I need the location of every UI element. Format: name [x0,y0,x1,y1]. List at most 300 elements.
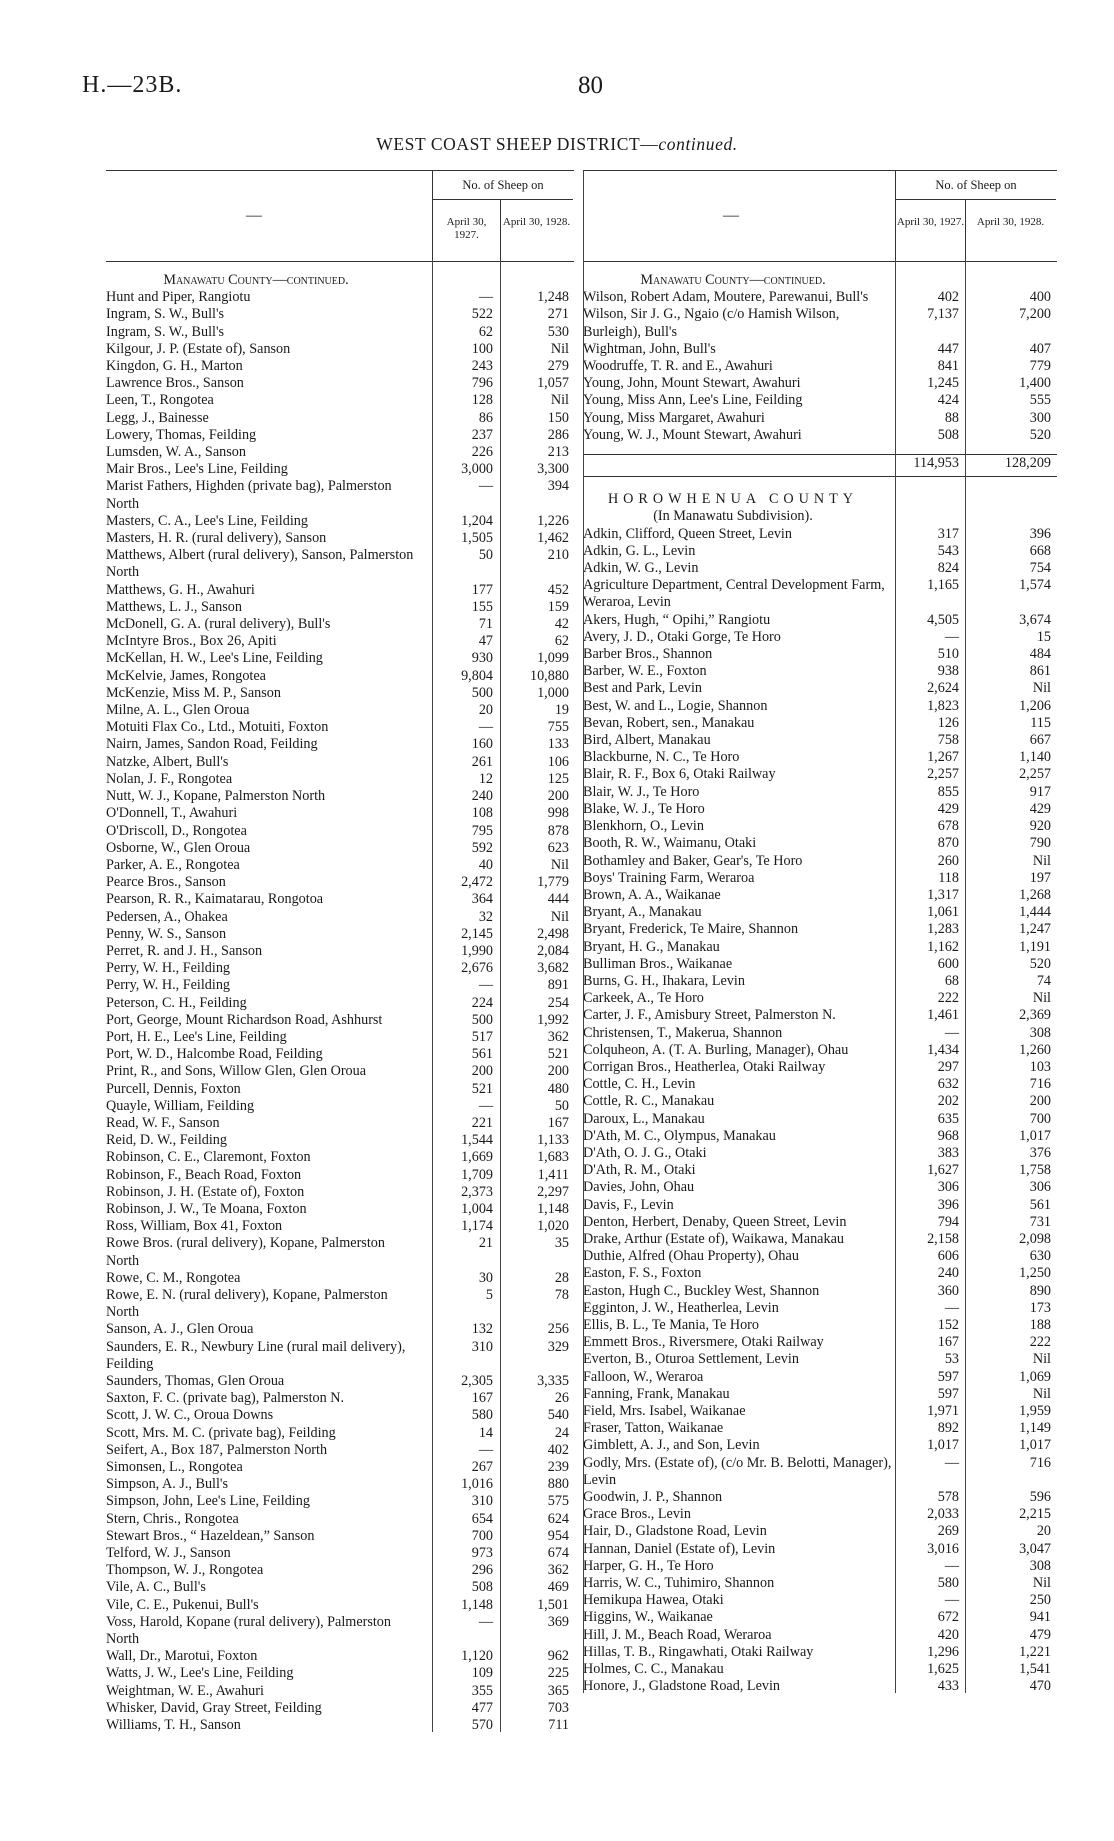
column-rule [583,170,584,1693]
owner-name: Pearce Bros., Sanson [106,874,226,891]
sheep-count-1928: 1,140 [1019,749,1051,766]
sheep-count-1928: 1,541 [1019,1661,1051,1678]
sheep-count-1927: 794 [937,1213,959,1230]
table-row [583,870,1057,887]
sheep-count-1928: 362 [547,1028,569,1045]
owner-name: Holmes, C. C., Manakau [583,1661,724,1678]
owner-name: Boys' Training Farm, Weraroa [583,869,755,886]
owner-name: Adkin, G. L., Levin [583,542,696,559]
page-title-continued: continued. [658,134,738,154]
table-row [106,1442,574,1459]
sheep-count-1928: 1,248 [537,289,569,306]
sheep-count-1927: 155 [471,598,493,615]
table-row [106,306,574,323]
sheep-count-1927: 364 [471,891,493,908]
table-row [583,1437,1057,1454]
sheep-count-1928: 308 [1029,1557,1051,1574]
sheep-count-1928: 300 [1029,409,1051,426]
sheep-count-1927: 1,204 [461,512,493,529]
owner-name: Perry, W. H., Feilding [106,977,231,994]
owner-name: Voss, Harold, Kopane (rural delivery), Palmerston North [106,1613,391,1648]
sheep-count-1927: 508 [937,426,959,443]
sheep-count-1928: 239 [547,1459,569,1476]
col-header-1927: April 30, 1927. [895,200,965,260]
sheep-count-1927: 2,305 [461,1373,493,1389]
sheep-count-1928: 703 [547,1699,569,1716]
owner-name: McIntyre Bros., Box 26, Apiti [106,633,277,650]
table-row [106,685,574,702]
owner-name: McKellan, H. W., Lee's Line, Feilding [106,650,323,667]
sheep-count-1927: 243 [471,358,493,375]
owner-name: Nairn, James, Sandon Road, Feilding [106,736,318,753]
owner-name: Perry, W. H., Feilding [106,960,231,977]
sheep-count-1928: 2,257 [1019,766,1051,783]
sheep-count-1928: 962 [547,1648,569,1665]
sheep-count-1928: 1,758 [1019,1162,1051,1179]
sheep-count-1928: Nil [550,392,569,409]
table-row [583,1575,1057,1592]
sheep-count-1927: 1,245 [927,375,959,392]
table-row [106,823,574,840]
sheep-count-1928: 1,574 [1019,577,1051,594]
table-row [583,835,1057,852]
table-row [106,513,574,530]
owner-name: Burns, G. H., Ihakara, Levin [583,972,745,989]
sheep-count-1928: 150 [547,409,569,426]
page-title-main: WEST COAST SHEEP DISTRICT— [376,134,659,154]
table-row [106,1717,574,1734]
table-row [583,715,1057,732]
table-row [106,805,574,822]
sheep-count-1928: 711 [548,1717,569,1734]
owner-name: Telford, W. J., Sanson [106,1545,231,1562]
owner-name: Hannan, Daniel (Estate of), Levin [583,1540,776,1557]
sheep-count-1927: 500 [471,684,493,701]
sheep-count-1927: 1,174 [461,1218,493,1235]
sheep-count-1927: 240 [937,1265,959,1282]
sheep-count-1928: 484 [1029,646,1051,663]
sheep-count-1927: 597 [937,1385,959,1402]
sheep-count-1927: 200 [471,1063,493,1080]
sheep-count-1927: 128 [471,392,493,409]
sheep-count-1927: 2,676 [461,960,493,977]
owner-name: Egginton, J. W., Heatherlea, Levin [583,1299,779,1316]
owner-name: Vile, C. E., Pukenui, Bull's [106,1596,259,1613]
sheep-count-1928: 716 [1029,1076,1051,1093]
sheep-count-1928: 716 [1029,1454,1051,1471]
sheep-count-1927: 855 [937,783,959,800]
table-row [583,939,1057,956]
sheep-count-1927: 1,990 [461,942,493,959]
name-column-dash: — [723,207,739,224]
sheep-count-1928: 861 [1029,663,1051,680]
sheep-count-1927: 2,257 [927,766,959,783]
left-table-header [106,170,574,262]
table-row [583,1627,1057,1644]
sheep-count-1928: 210 [547,547,569,564]
table-row [106,840,574,857]
table-row [106,1373,574,1390]
sheep-count-1928: 173 [1029,1299,1051,1316]
sheep-count-1928: 3,335 [537,1373,569,1389]
table-row [583,1678,1057,1695]
table-row [106,1081,574,1098]
sheep-count-1927: 355 [471,1682,493,1699]
owner-name: Corrigan Bros., Heatherlea, Otaki Railway [583,1058,826,1075]
sheep-count-1927: 580 [471,1407,493,1424]
sheep-count-1928: Nil [1032,852,1051,869]
sheep-count-1927: 5 [485,1286,493,1303]
table-row [583,973,1057,990]
sheep-count-1927: 167 [471,1390,493,1407]
sheep-count-1927: 1,625 [927,1661,959,1678]
table-row [106,427,574,444]
owner-name: Young, Miss Ann, Lee's Line, Feilding [583,392,803,409]
sheep-count-1927: 500 [471,1011,493,1028]
right-row-list [583,526,1057,1696]
total-1928: 128,209 [1004,455,1051,472]
table-row [583,410,1057,427]
table-row [106,1545,574,1562]
sheep-count-1927: 224 [471,994,493,1011]
owner-name: Young, W. J., Mount Stewart, Awahuri [583,426,802,443]
sheep-count-1927: 88 [944,409,959,426]
sheep-count-1928: 1,017 [1019,1437,1051,1454]
owner-name: Davies, John, Ohau [583,1179,695,1196]
table-row [106,358,574,375]
table-row [583,680,1057,697]
sheep-count-1928: 1,260 [1019,1041,1051,1058]
table-row [106,1511,574,1528]
owner-name: Easton, F. S., Foxton [583,1265,702,1282]
sheep-count-1928: 880 [547,1476,569,1493]
owner-name: Ingram, S. W., Bull's [106,323,225,340]
table-row [106,616,574,633]
table-row [583,956,1057,973]
owner-name: Osborne, W., Glen Oroua [106,839,251,856]
sheep-count-1928: 596 [1029,1489,1051,1506]
sheep-count-1928: 308 [1029,1024,1051,1041]
sheep-count-1928: 1,133 [537,1132,569,1149]
sheep-count-1927: 317 [937,525,959,542]
table-row [583,358,1057,375]
table-row [106,341,574,358]
owner-name: Everton, B., Oturoa Settlement, Levin [583,1351,799,1368]
owner-name: Masters, H. R. (rural delivery), Sanson [106,530,327,547]
owner-name: Stern, Chris., Rongotea [106,1510,239,1527]
sheep-count-1928: 407 [1029,340,1051,357]
sheep-count-1928: Nil [1032,990,1051,1007]
owner-name: Hillas, T. B., Ringawhati, Otaki Railway [583,1643,814,1660]
sheep-count-1927: 606 [937,1248,959,1265]
owner-name: Robinson, F., Beach Road, Foxton [106,1166,302,1183]
table-row [583,1128,1057,1145]
sheep-count-1927: 841 [937,358,959,375]
owner-name: Sanson, A. J., Glen Oroua [106,1321,254,1338]
owner-name: Stewart Bros., “ Hazeldean,” Sanson [106,1527,315,1544]
table-row [583,543,1057,560]
sheep-count-1927: 429 [937,800,959,817]
owner-name: Simonsen, L., Rongotea [106,1459,243,1476]
sheep-count-1928: 731 [1029,1213,1051,1230]
sheep-count-1927: 1,461 [927,1007,959,1024]
table-row [106,891,574,908]
owner-name: Grace Bros., Levin [583,1506,691,1523]
sheep-count-1928: 222 [1029,1334,1051,1351]
owner-name: Avery, J. D., Otaki Gorge, Te Horo [583,628,781,645]
sheep-count-1927: — [944,628,959,645]
owner-name: Port, H. E., Lee's Line, Feilding [106,1028,287,1045]
table-row [583,1179,1057,1196]
table-row [106,1132,574,1149]
sheep-count-1927: 870 [937,835,959,852]
table-row [106,1012,574,1029]
sheep-count-1927: 1,544 [461,1132,493,1149]
table-row [583,1007,1057,1024]
sheep-count-1928: 1,683 [537,1149,569,1166]
sheep-count-1927: 71 [478,616,493,633]
owner-name: Carter, J. F., Amisbury Street, Palmerston N. [583,1007,836,1024]
owner-name: Blake, W. J., Te Horo [583,800,705,817]
sheep-count-1927: 1,971 [927,1403,959,1419]
sheep-count-1928: 400 [1029,289,1051,306]
table-row [583,801,1057,818]
sheep-count-1928: 376 [1029,1144,1051,1161]
table-row [106,1115,574,1132]
sheep-count-1927: 654 [471,1510,493,1527]
sheep-count-1927: 1,283 [927,921,959,938]
table-row [583,612,1057,629]
owner-name: Pearson, R. R., Kaimatarau, Rongotoa [106,891,324,908]
sheep-count-1928: 1,148 [537,1200,569,1217]
name-column-dash: — [246,207,262,224]
owner-name: Read, W. F., Sanson [106,1114,220,1131]
sheep-count-1927: 424 [937,392,959,409]
sheep-count-1927: 100 [471,340,493,357]
owner-name: Robinson, J. W., Te Moana, Foxton [106,1200,307,1217]
table-row [583,887,1057,904]
table-row [106,1167,574,1184]
owner-name: Saunders, E. R., Newbury Line (rural mail delivery), Feilding [106,1338,406,1372]
sheep-count-1927: 795 [471,822,493,839]
table-row [106,633,574,650]
table-row [583,1025,1057,1042]
sheep-count-1927: 1,709 [461,1166,493,1183]
owner-name: Legg, J., Bainesse [106,409,209,426]
sheep-count-1927: — [478,478,493,495]
owner-name: Easton, Hugh C., Buckley West, Shannon [583,1282,820,1299]
owner-name: Simpson, John, Lee's Line, Feilding [106,1493,310,1510]
table-row [583,1214,1057,1231]
sheep-count-1927: 260 [937,852,959,869]
table-row [106,1270,574,1287]
sheep-count-1928: 1,221 [1019,1643,1051,1660]
sheep-count-1927: 433 [937,1678,959,1695]
owner-name: Saunders, Thomas, Glen Oroua [106,1373,285,1389]
owner-name: Goodwin, J. P., Shannon [583,1489,723,1506]
table-row [106,530,574,547]
table-row [583,1369,1057,1386]
table-row [106,1648,574,1665]
table-row [106,392,574,409]
owner-name: Lowery, Thomas, Feilding [106,426,257,443]
right-table [583,170,1057,1695]
table-row [106,1407,574,1424]
section-heading-horowhenua: HOROWHENUA COUNTY [607,491,859,508]
table-row [583,526,1057,543]
owner-name: Nolan, J. F., Rongotea [106,770,233,787]
table-row [583,1334,1057,1351]
sheep-count-1927: — [478,289,493,306]
owner-name: Wilson, Sir J. G., Ngaio (c/o Hamish Wilson, Burleigh), Bull's [583,306,840,340]
owner-name: Rowe, C. M., Rongotea [106,1269,241,1286]
sheep-count-1928: 941 [1029,1609,1051,1626]
page-title [0,134,1114,155]
owner-name: Lumsden, W. A., Sanson [106,444,246,461]
sheep-count-1928: 1,000 [537,684,569,701]
right-row-list-top [583,289,1057,444]
sheep-count-1928: 1,226 [537,512,569,529]
sheep-count-1928: 115 [1030,714,1051,731]
sheep-count-1928: 62 [554,633,569,650]
sheep-count-1928: 188 [1029,1316,1051,1333]
sheep-count-1927: 1,505 [461,530,493,547]
owner-name: Print, R., and Sons, Willow Glen, Glen Oroua [106,1063,367,1080]
owner-name: Harris, W. C., Tuhimiro, Shannon [583,1575,775,1592]
sheep-count-1927: 132 [471,1321,493,1338]
sheep-count-1928: 878 [547,822,569,839]
owner-name: Carkeek, A., Te Horo [583,990,704,1007]
table-row [106,1493,574,1510]
sheep-count-1927: 306 [937,1179,959,1196]
table-row [583,560,1057,577]
table-row [106,1683,574,1700]
owner-name: Port, W. D., Halcombe Road, Feilding [106,1046,323,1063]
sheep-count-1928: 2,297 [537,1183,569,1200]
owner-name: Brown, A. A., Waikanae [583,886,721,903]
table-row [106,1321,574,1338]
owner-name: Fanning, Frank, Manakau [583,1385,730,1402]
sheep-count-1927: 152 [937,1316,959,1333]
sheep-count-1928: 630 [1029,1248,1051,1265]
table-row [583,921,1057,938]
sheep-count-1927: — [944,1557,959,1574]
sheep-count-1928: 444 [547,891,569,908]
owner-name: Simpson, A. J., Bull's [106,1476,228,1493]
table-row [583,1403,1057,1420]
owner-name: Masters, C. A., Lee's Line, Feilding [106,512,308,529]
owner-name: McKenzie, Miss M. P., Sanson [106,684,281,701]
table-row [583,1420,1057,1437]
sheep-count-1928: 256 [547,1321,569,1338]
sheep-count-1927: 700 [471,1527,493,1544]
sheep-count-1928: 26 [554,1390,569,1407]
owner-name: McKelvie, James, Rongotea [106,667,266,684]
owner-name: Scott, J. W. C., Oroua Downs [106,1407,274,1424]
sheep-count-1927: 570 [471,1717,493,1734]
owner-name: Akers, Hugh, “ Opihi,” Rangiotu [583,611,771,628]
owner-name: Barber Bros., Shannon [583,646,713,663]
sheep-count-1928: 954 [547,1527,569,1544]
left-table [106,170,574,1734]
sheep-count-1928: Nil [550,340,569,357]
sheep-count-1928: 2,498 [537,925,569,942]
owner-name: Duthie, Alfred (Ohau Property), Ohau [583,1248,799,1265]
table-row [106,719,574,736]
table-row [583,1248,1057,1265]
owner-name: Bryant, H. G., Manakau [583,938,720,955]
sheep-count-1928: 279 [547,358,569,375]
owner-name: Fraser, Tatton, Waikanae [583,1420,724,1437]
sheep-count-1927: — [944,1454,959,1471]
table-row [106,977,574,994]
sheep-count-1928: 103 [1029,1058,1051,1075]
table-row [583,990,1057,1007]
table-row [106,1597,574,1614]
owner-name: Penny, W. S., Sanson [106,925,227,942]
table-row [583,818,1057,835]
owner-name: Quayle, William, Feilding [106,1097,255,1114]
owner-name: Bryant, A., Manakau [583,904,702,921]
owner-name: Bevan, Robert, sen., Manakau [583,714,755,731]
sheep-count-1928: 200 [547,788,569,805]
table-row [106,1184,574,1201]
sheep-count-1928: 19 [554,702,569,719]
sheep-count-1928: 167 [547,1114,569,1131]
table-row [583,1265,1057,1282]
owner-name: Best, W. and L., Logie, Shannon [583,697,768,714]
sheep-count-1928: 1,268 [1019,886,1051,903]
sheep-count-1928: 920 [1029,818,1051,835]
owner-name: Perret, R. and J. H., Sanson [106,942,263,959]
owner-name: Adkin, W. G., Levin [583,560,699,577]
owner-name: Milne, A. L., Glen Oroua [106,702,250,719]
sheep-count-1927: 86 [478,409,493,426]
owner-name: Ross, William, Box 41, Foxton [106,1218,283,1235]
table-row [583,289,1057,306]
sheep-count-1928: 540 [547,1407,569,1424]
sheep-count-1928: 624 [547,1510,569,1527]
table-row [583,904,1057,921]
owner-name: Hill, J. M., Beach Road, Weraroa [583,1626,772,1643]
owner-name: Bulliman Bros., Waikanae [583,955,733,972]
sheep-count-1928: Nil [550,856,569,873]
owner-name: Parker, A. E., Rongotea [106,856,240,873]
sheep-count-1928: 213 [547,444,569,461]
sheep-count-1927: 12 [478,770,493,787]
owner-name: Hunt and Piper, Rangiotu [106,289,251,306]
owner-name: O'Driscoll, D., Rongotea [106,822,247,839]
sheep-count-1928: 7,200 [1019,306,1051,323]
table-row [106,1046,574,1063]
owner-name: Best and Park, Levin [583,680,702,697]
owner-name: D'Ath, O. J. G., Otaki [583,1144,707,1161]
table-row [106,650,574,667]
sheep-count-1927: 1,061 [927,904,959,921]
owner-name: O'Donnell, T., Awahuri [106,805,238,822]
owner-name: Gimblett, A. J., and Son, Levin [583,1437,760,1454]
owner-name: Matthews, L. J., Sanson [106,598,242,615]
owner-name: Woodruffe, T. R. and E., Awahuri [583,358,773,375]
sheep-count-1927: 578 [937,1489,959,1506]
table-row [583,1317,1057,1334]
table-row [106,1390,574,1407]
owner-name: Natzke, Albert, Bull's [106,753,229,770]
sheep-count-1928: 1,206 [1019,697,1051,714]
owner-name: Leen, T., Rongotea [106,392,214,409]
sheep-count-1928: 2,215 [1019,1506,1051,1523]
table-row [106,995,574,1012]
